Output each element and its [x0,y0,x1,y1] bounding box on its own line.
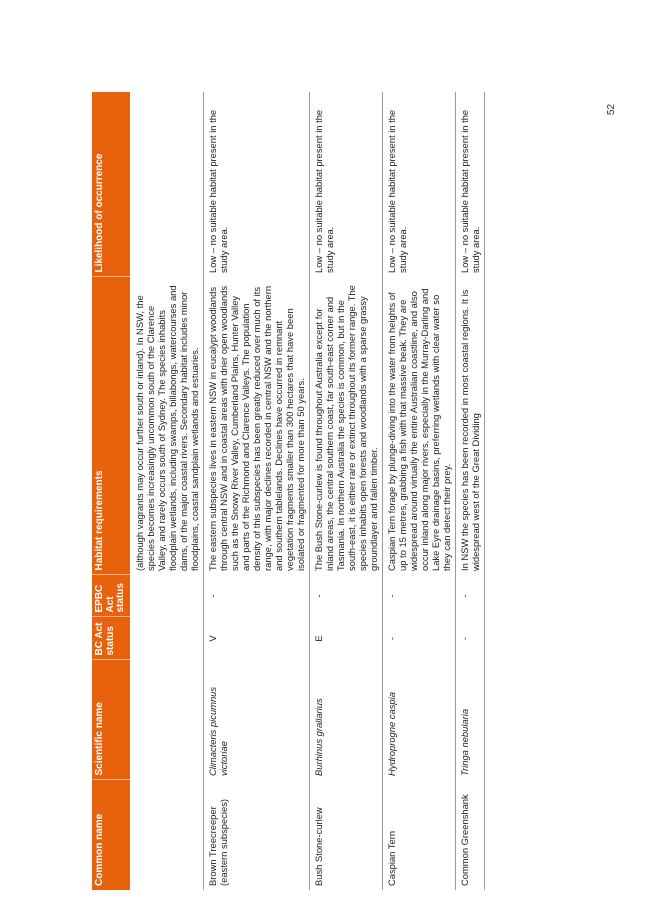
cell-bc-status: - [455,617,484,660]
table-row [203,92,309,890]
cell-bc-status: E [309,617,382,660]
cell-habitat: (although vagrants may occur further south or inland). In NSW, the species becomes increasingly uncommon south of the Clarence Valley, and rarely occurs south of Sydney. The species inhabits floodplain wetlands, including swamps, billabongs, watercourses and dams, of the major coastal rivers. Secondary habitat includes minor floodplains, coastal sandplain wetlands and estuaries. [130,277,204,575]
table-row [309,92,382,890]
cell-bc-status: V [203,617,309,660]
table-header-row [92,92,130,890]
header-bc-act-status: BC Act status [92,617,130,660]
cell-habitat: The Bush Stone-curlew is found throughout Australia except for inland areas, the central southern coast, far south-east corner and Tasmania. In northern Australia the species is common, but in the south-east, it is either rare or extinct throughout its former range. The species inhabits open forests and woodlands with a sparse grassy groundlayer and fallen timber. [309,277,382,575]
cell-epbc-status: - [203,575,309,617]
cell-epbc-status [130,575,204,617]
cell-habitat: Caspian Tern forage by plunge-diving into the water from heights of up to 15 metres, grabbing a fish with that massive beak. They are widespread around virtually the entire Australian coastline, and also occur inland along major rivers, especially in the Murray-Darling and Lake Eyre drainage basins, preferring wetlands with clear water so they can detect their prey. [382,277,455,575]
cell-epbc-status: - [455,575,484,617]
header-habitat-requirements: Habitat requirements [92,277,130,575]
cell-common-name: Brown Treecreeper (eastern subspecies) [203,780,309,890]
cell-likelihood: Low – no suitable habitat present in the study area. [382,92,455,277]
table-row [382,92,455,890]
cell-likelihood: Low – no suitable habitat present in the study area. [455,92,484,277]
page-number: 52 [606,103,618,116]
rotated-table-container [92,92,582,890]
cell-likelihood [130,92,204,277]
cell-habitat: The eastern subspecies lives in eastern NSW in eucalypt woodlands through central NSW and in coastal areas with drier open woodlands such as the Snowy River Valley, Cumberland Plains, Hunter Valley and parts of the Richmond and Clarence Valleys. The population density of this subspecies has been greatly reduced over much of its range, with major declines recorded in central NSW and the northern and southern tablelands. Declines have occurred in remnant vegetation fragments smaller than 300 hectares that have been isolated or fragmented for more than 50 years. [203,277,309,575]
header-epbc-act-status: EPBC Act status [92,575,130,617]
cell-likelihood: Low – no suitable habitat present in the study area. [309,92,382,277]
cell-scientific-name [130,660,204,780]
cell-scientific-name: Burhinus grallarius [309,660,382,780]
cell-scientific-name: Tringa nebularia [455,660,484,780]
cell-habitat: In NSW the species has been recorded in most coastal regions. It is widespread west of the Great Dividing [455,277,484,575]
table-row [130,92,204,890]
cell-scientific-name: Hydroprogne caspia [382,660,455,780]
species-table [92,92,485,890]
cell-likelihood: Low – no suitable habitat present in the study area. [203,92,309,277]
cell-common-name: Caspian Tern [382,780,455,890]
table-row [455,92,484,890]
cell-common-name: Bush Stone-curlew [309,780,382,890]
cell-common-name: Common Greenshank [455,780,484,890]
cell-epbc-status: - [382,575,455,617]
cell-scientific-name: Climacteris picumnus victoriae [203,660,309,780]
header-likelihood: Likelihood of occurrence [92,92,130,277]
cell-bc-status [130,617,204,660]
header-common-name: Common name [92,780,130,890]
cell-epbc-status: - [309,575,382,617]
cell-common-name [130,780,204,890]
cell-bc-status: - [382,617,455,660]
header-scientific-name: Scientific name [92,660,130,780]
